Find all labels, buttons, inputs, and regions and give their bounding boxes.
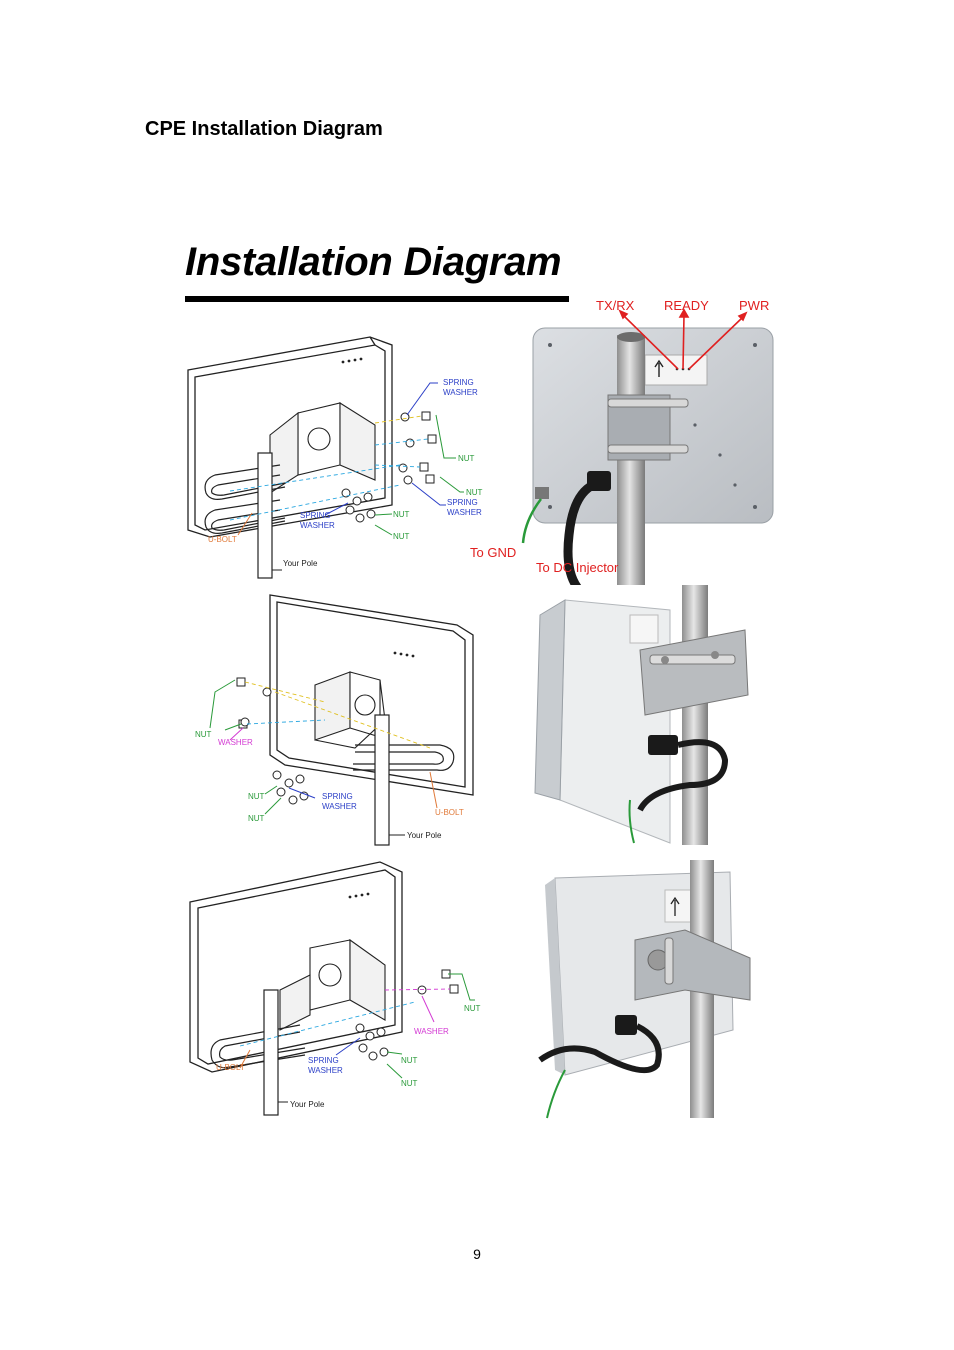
label-nut-a: NUT: [458, 454, 475, 463]
label-ubolt: U-BOLT: [208, 535, 237, 544]
label-nut-a: NUT: [195, 730, 212, 739]
antenna-side-panel: [535, 600, 670, 843]
pole-drawing: [375, 715, 389, 845]
diagram-front-mount: [180, 850, 490, 1120]
label-spring-washer-b-line1: SPRING: [447, 498, 478, 507]
label-nut-a: NUT: [464, 1004, 481, 1013]
section-heading: CPE Installation Diagram: [145, 118, 383, 140]
label-ready: READY: [664, 298, 709, 313]
label-pwr: PWR: [739, 298, 770, 313]
label-washer: WASHER: [218, 738, 253, 747]
pole-drawing: [264, 990, 278, 1115]
label-nut-b: NUT: [248, 792, 265, 801]
photo-rear-installed: [465, 295, 800, 585]
label-spring-washer-a-line1: SPRING: [443, 378, 474, 387]
label-ubolt: U-BOLT: [435, 808, 464, 817]
label-spring-washer-line1: SPRING: [322, 792, 353, 801]
label-washer: WASHER: [414, 1027, 449, 1036]
pole-drawing: [258, 453, 272, 578]
label-nut-b: NUT: [466, 488, 483, 497]
label-spring-washer-a-line2: WASHER: [443, 388, 478, 397]
label-spring-washer-line2: WASHER: [308, 1066, 343, 1075]
label-to-dc-injector: To DC Injector: [536, 560, 619, 575]
figure-title: Installation Diagram: [185, 240, 562, 284]
label-nut-d: NUT: [393, 532, 410, 541]
label-nut-b: NUT: [401, 1056, 418, 1065]
label-spring-washer-c-line2: WASHER: [300, 521, 335, 530]
mount-bracket-photo: [635, 930, 750, 1000]
label-spring-washer-b-line2: WASHER: [447, 508, 482, 517]
pole-photo: [682, 585, 708, 845]
photo-side-installed: [520, 585, 765, 850]
photo-front-installed: [525, 860, 760, 1120]
diagram-rear-mount: [170, 315, 500, 585]
label-txrx: TX/RX: [596, 298, 635, 313]
label-nut-c: NUT: [248, 814, 265, 823]
label-spring-washer-line2: WASHER: [322, 802, 357, 811]
label-your-pole: Your Pole: [290, 1100, 325, 1109]
label-your-pole: Your Pole: [283, 559, 318, 568]
label-nut-c: NUT: [393, 510, 410, 519]
label-to-gnd: To GND: [470, 545, 517, 560]
label-your-pole: Your Pole: [407, 831, 442, 840]
label-sticker: [645, 355, 707, 385]
page-number: 9: [473, 1246, 481, 1262]
diagram-side-mount: [185, 580, 495, 850]
label-ubolt: U-BOLT: [216, 1063, 245, 1072]
label-spring-washer-line1: SPRING: [308, 1056, 339, 1065]
label-spring-washer-c-line1: SPRING: [300, 511, 331, 520]
label-nut-c: NUT: [401, 1079, 418, 1088]
